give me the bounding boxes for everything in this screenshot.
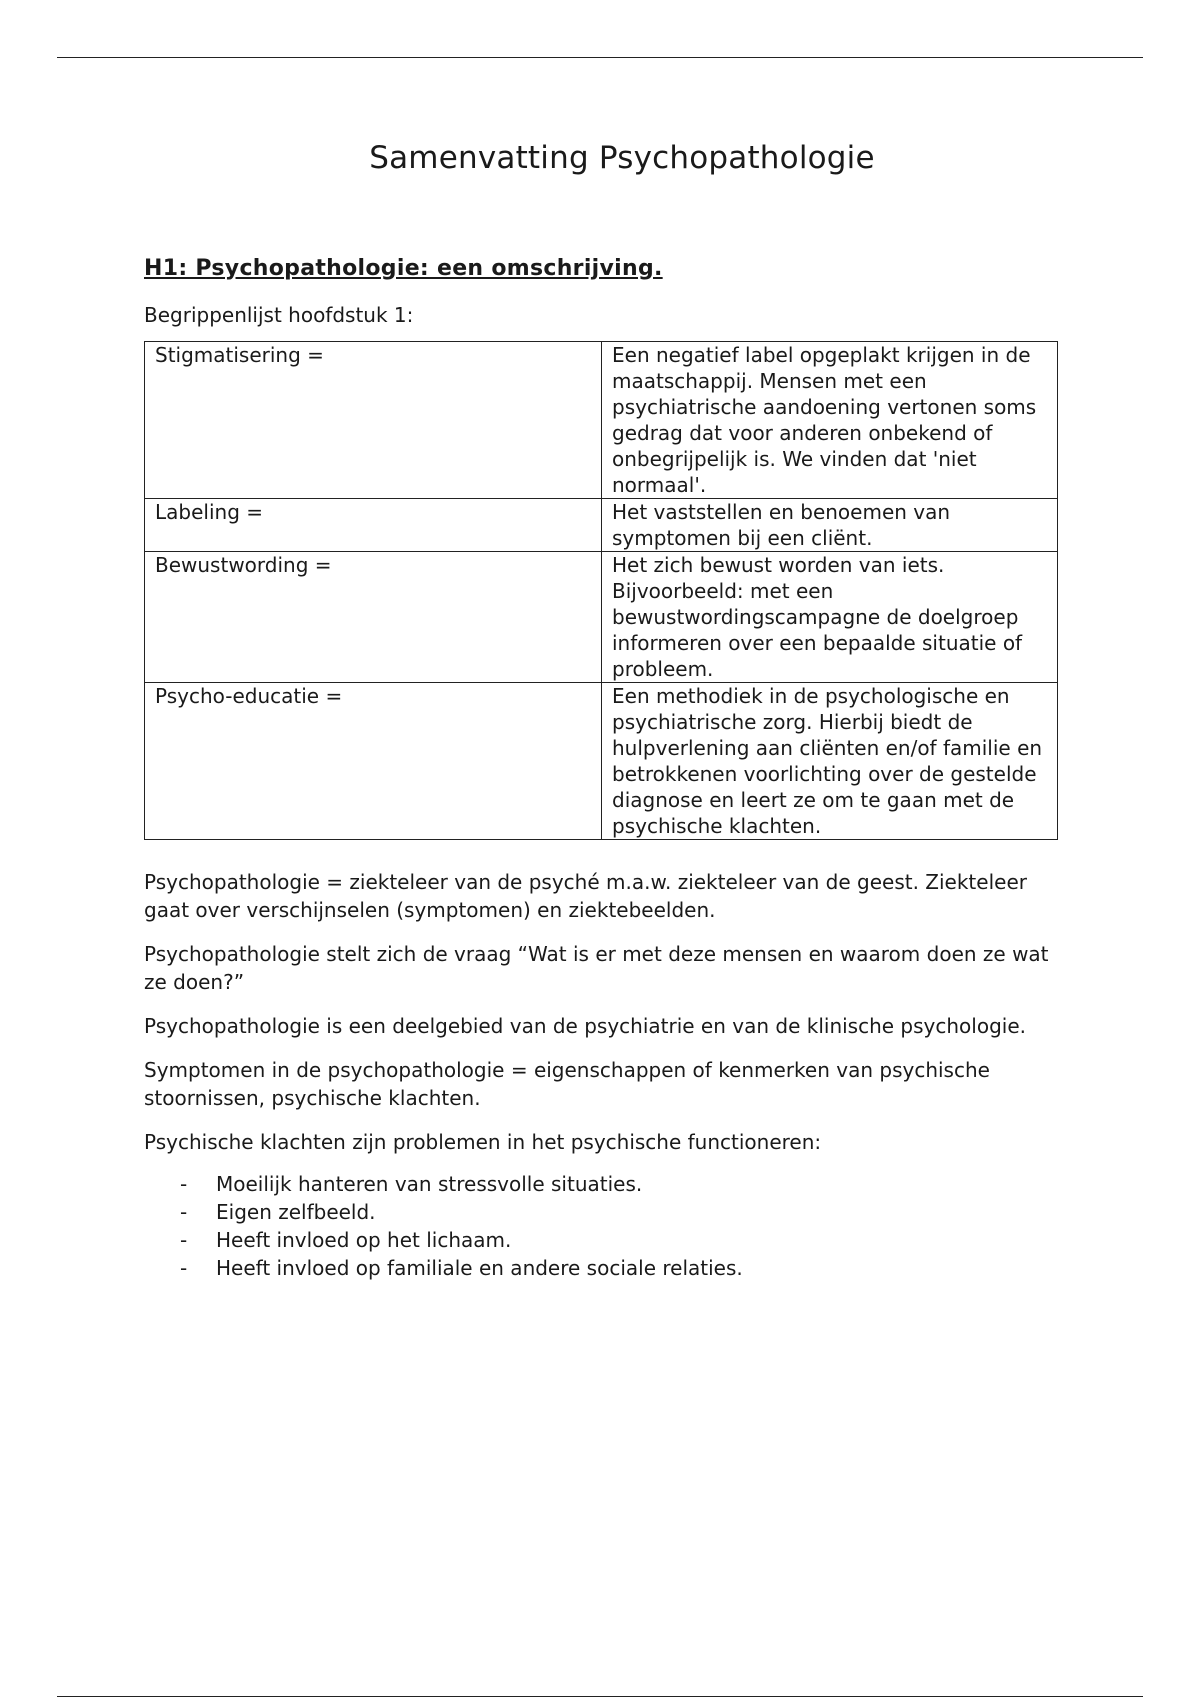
paragraph-field: Psychopathologie is een deelgebied van de psychiatrie en van de klinische psychologie. — [144, 1014, 1027, 1038]
bullet-dash: - — [180, 1200, 188, 1224]
paragraph-complaints: Psychische klachten zijn problemen in het psychische functioneren: — [144, 1130, 822, 1154]
list-item-text: Eigen zelfbeeld. — [216, 1200, 376, 1224]
paragraph-symptoms: Symptomen in de psychopathologie = eigenschappen of kenmerken van psychische stoornissen, psychische klachten. — [144, 1058, 990, 1110]
glossary-term: Labeling = — [145, 499, 602, 552]
list-item-text: Heeft invloed op het lichaam. — [216, 1228, 512, 1252]
page-content — [144, 140, 1060, 1282]
list-item-text: Moeilijk hanteren van stressvolle situaties. — [216, 1172, 643, 1196]
list-item-text: Heeft invloed op familiale en andere sociale relaties. — [216, 1256, 743, 1280]
complaints-list — [144, 1170, 1060, 1282]
glossary-definition: Een negatief label opgeplakt krijgen in de maatschappij. Mensen met een psychiatrische aandoening vertonen soms gedrag dat voor anderen onbekend of onbegrijpelijk is. We vinden dat 'niet normaal'. — [602, 342, 1058, 499]
glossary-definition: Het vaststellen en benoemen van symptomen bij een cliënt. — [602, 499, 1058, 552]
paragraph-question: Psychopathologie stelt zich de vraag “Wat is er met deze mensen en waarom doen ze wat ze doen?” — [144, 942, 1049, 994]
bullet-dash: - — [180, 1172, 188, 1196]
list-item — [144, 1198, 1060, 1226]
glossary-definition: Een methodiek in de psychologische en psychiatrische zorg. Hierbij biedt de hulpverlening aan cliënten en/of familie en betrokkenen voorlichting over de gestelde diagnose en leert ze om te gaan met de psychische klachten. — [602, 683, 1058, 840]
glossary-intro: Begrippenlijst hoofdstuk 1: — [144, 303, 414, 327]
document-title: Samenvatting Psychopathologie — [369, 140, 875, 176]
glossary-row — [145, 499, 1058, 552]
glossary-term: Stigmatisering = — [145, 342, 602, 499]
glossary-table — [144, 341, 1058, 840]
glossary-term: Psycho-educatie = — [145, 683, 602, 840]
page-bottom-rule — [57, 1696, 1143, 1697]
list-item — [144, 1226, 1060, 1254]
bullet-dash: - — [180, 1228, 188, 1252]
paragraph-definition: Psychopathologie = ziekteleer van de psyché m.a.w. ziekteleer van de geest. Ziekteleer gaat over verschijnselen (symptomen) en ziektebeelden. — [144, 870, 1027, 922]
list-item — [144, 1254, 1060, 1282]
list-item — [144, 1170, 1060, 1198]
glossary-row — [145, 552, 1058, 683]
glossary-definition: Het zich bewust worden van iets. Bijvoorbeeld: met een bewustwordingscampagne de doelgroep informeren over een bepaalde situatie of probleem. — [602, 552, 1058, 683]
glossary-row — [145, 342, 1058, 499]
bullet-dash: - — [180, 1256, 188, 1280]
page-top-rule — [57, 57, 1143, 58]
glossary-term: Bewustwording = — [145, 552, 602, 683]
chapter-heading: H1: Psychopathologie: een omschrijving. — [144, 256, 663, 281]
glossary-row — [145, 683, 1058, 840]
